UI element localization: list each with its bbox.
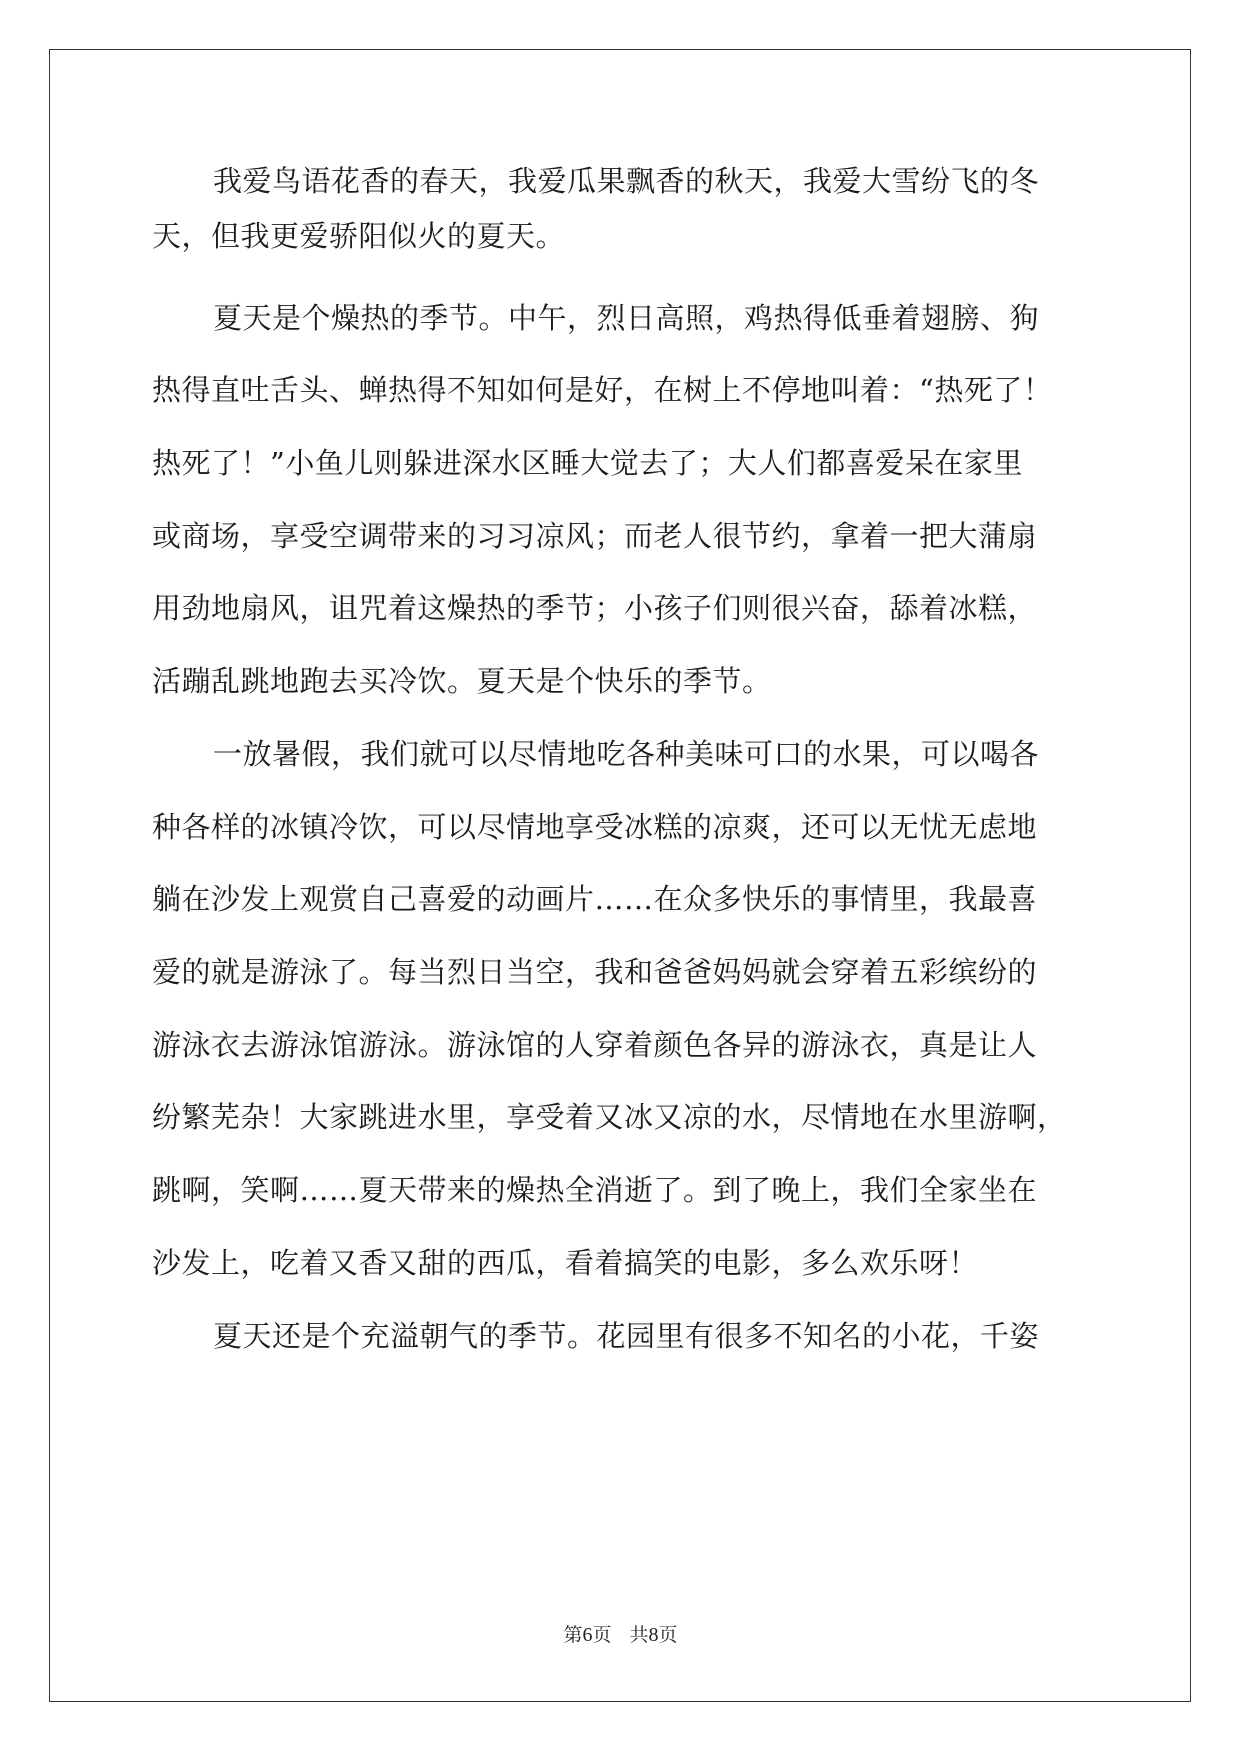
text-line: 种各样的冰镇冷饮，可以尽情地享受冰糕的凉爽，还可以无忧无虑地 (152, 810, 1038, 844)
text-line: 天，但我更爱骄阳似火的夏天。 (152, 219, 566, 253)
total-prefix: 共 (629, 1624, 649, 1646)
page-prefix: 第 (563, 1624, 583, 1646)
text-line: 跳啊，笑啊……夏天带来的燥热全消逝了。到了晚上，我们全家坐在 (152, 1173, 1038, 1207)
text-line: 热死了！”小鱼儿则躲进深水区睡大觉去了；大人们都喜爱呆在家里 (152, 446, 1023, 480)
text-line: 沙发上，吃着又香又甜的西瓜，看着搞笑的电影，多么欢乐呀！ (152, 1246, 979, 1280)
text-line: 我爱鸟语花香的春天，我爱瓜果飘香的秋天，我爱大雪纷飞的冬 (213, 164, 1040, 198)
total-suffix: 页 (658, 1624, 678, 1646)
text-line: 或商场，享受空调带来的习习凉风；而老人很节约，拿着一把大蒲扇 (152, 519, 1038, 553)
text-line: 游泳衣去游泳馆游泳。游泳馆的人穿着颜色各异的游泳衣，真是让人 (152, 1028, 1038, 1062)
text-line: 热得直吐舌头、蝉热得不知如何是好，在树上不停地叫着：“热死了！ (152, 373, 1053, 407)
text-line: 爱的就是游泳了。每当烈日当空，我和爸爸妈妈就会穿着五彩缤纷的 (152, 955, 1038, 989)
text-line: 纷繁芜杂！大家跳进水里，享受着又冰又凉的水，尽情地在水里游啊， (152, 1100, 1067, 1134)
text-line: 夏天还是个充溢朝气的季节。花园里有很多不知名的小花，千姿 (213, 1319, 1040, 1353)
text-line: 夏天是个燥热的季节。中午，烈日高照，鸡热得低垂着翅膀、狗 (213, 301, 1040, 335)
text-line: 躺在沙发上观赏自己喜爱的动画片……在众多快乐的事情里，我最喜 (152, 882, 1038, 916)
current-page-number: 6 (582, 1624, 593, 1646)
text-line: 一放暑假，我们就可以尽情地吃各种美味可口的水果，可以喝各 (213, 737, 1040, 771)
text-line: 用劲地扇风，诅咒着这燥热的季节；小孩子们则很兴奋，舔着冰糕， (152, 591, 1038, 625)
page-border (49, 49, 1191, 1702)
total-pages-number: 8 (648, 1624, 659, 1646)
text-line: 活蹦乱跳地跑去买冷饮。夏天是个快乐的季节。 (152, 664, 772, 698)
page-footer (0, 1620, 1241, 1647)
page-suffix: 页 (592, 1624, 612, 1646)
